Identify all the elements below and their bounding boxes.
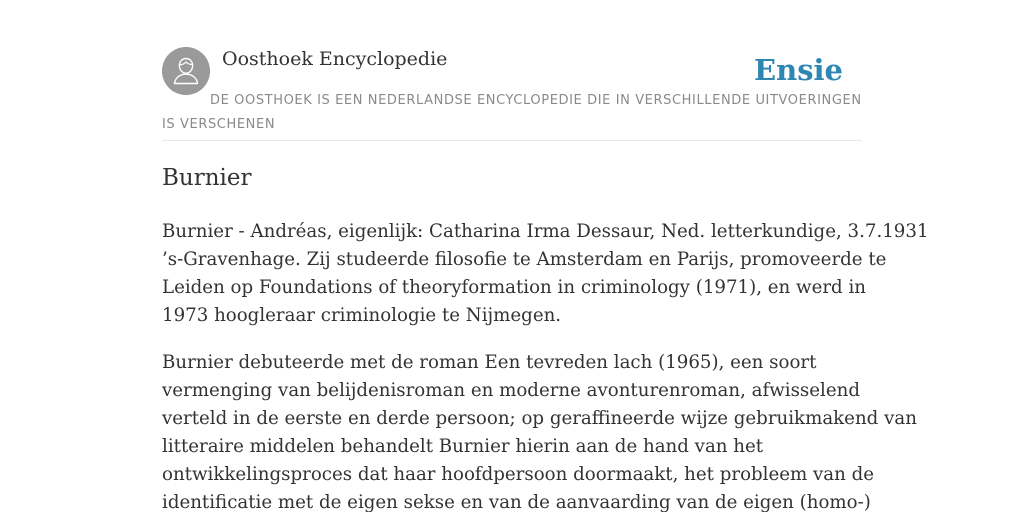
paragraph-line: Leiden op Foundations of theoryformation in criminology (1971), en werd in <box>162 277 867 298</box>
article <box>162 160 929 512</box>
paragraph-line: verteld in de eerste en derde persoon; op geraffineerde wijze gebruikmakend van <box>162 408 917 429</box>
site-name-link[interactable]: Oosthoek Encyclopedie <box>222 48 448 70</box>
avatar[interactable] <box>162 47 210 95</box>
site-tagline: DE OOSTHOEK IS EEN NEDERLANDSE ENCYCLOPEDIE DIE IN VERSCHILLENDE UITVOERINGEN IS VERSCHENEN <box>162 93 862 132</box>
paragraph-line: identificatie met de eigen sekse en van de aanvaarding van de eigen (homo-) <box>162 492 871 512</box>
site-header <box>162 47 862 141</box>
ensie-logo[interactable]: Ensie <box>754 53 843 87</box>
paragraph-line: ’s-Gravenhage. Zij studeerde filosofie te Amsterdam en Parijs, promoveerde te <box>162 249 887 270</box>
article-paragraph <box>162 218 929 330</box>
article-title: Burnier <box>162 165 252 191</box>
paragraph-line: Burnier - Andréas, eigenlijk: Catharina Irma Dessaur, Ned. letterkundige, 3.7.1931 <box>162 221 929 242</box>
article-paragraph <box>162 349 917 512</box>
paragraph-line: Burnier debuteerde met de roman Een tevreden lach (1965), een soort <box>162 352 817 373</box>
paragraph-line: 1973 hoogleraar criminologie te Nijmegen. <box>162 305 562 326</box>
user-silhouette-icon <box>162 47 210 95</box>
paragraph-line: ontwikkelingsproces dat haar hoofdpersoon doormaakt, het probleem van de <box>162 464 875 485</box>
paragraph-line: vermenging van belijdenisroman en moderne avonturenroman, afwisselend <box>162 380 860 401</box>
paragraph-line: litteraire middelen behandelt Burnier hierin aan de hand van het <box>162 436 764 457</box>
